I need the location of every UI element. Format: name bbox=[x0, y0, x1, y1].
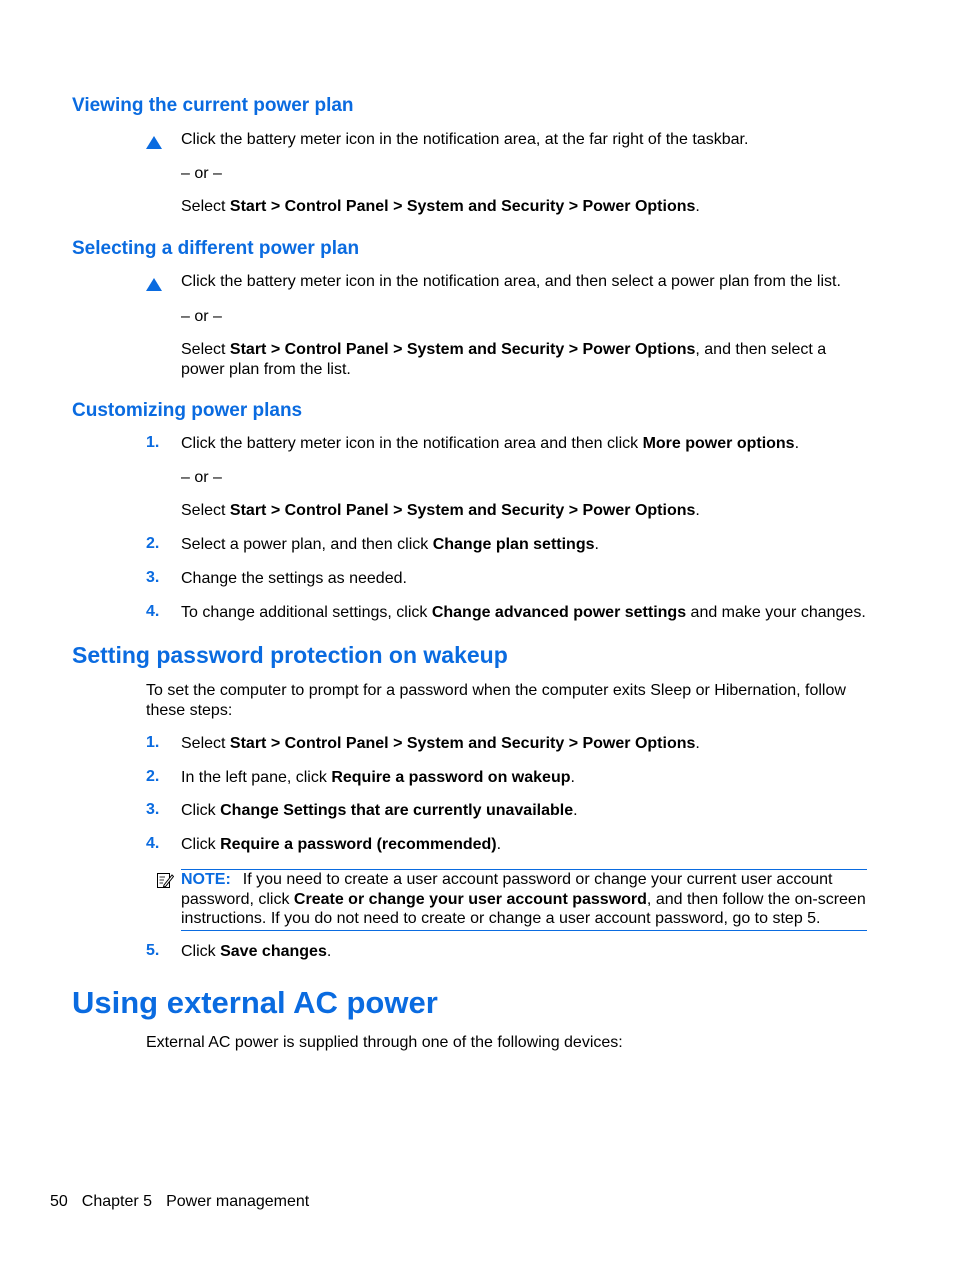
page-footer bbox=[50, 1193, 323, 1211]
text: . bbox=[594, 536, 599, 553]
text: . bbox=[496, 836, 502, 853]
step-number: 1. bbox=[146, 734, 160, 751]
paragraph: To set the computer to prompt for a password when the computer exits Sleep or Hibernation, follow these steps: bbox=[146, 682, 846, 719]
menu-path: Start > Control Panel > System and Security > Power Options bbox=[229, 341, 696, 358]
note-label: NOTE: bbox=[181, 871, 231, 888]
ui-label: Create or change your user account password bbox=[293, 890, 647, 908]
text: Select bbox=[181, 735, 230, 752]
text: , and then follow the on-screen instructions. If you do not need to create or change a user account password, go to step 5. bbox=[181, 890, 866, 927]
list-item bbox=[181, 942, 871, 962]
list-item bbox=[181, 603, 871, 623]
note-pencil-icon bbox=[156, 871, 174, 889]
list-item bbox=[181, 434, 871, 454]
list-item bbox=[181, 734, 871, 754]
text: Change the settings as needed. bbox=[181, 570, 407, 587]
list-item bbox=[181, 835, 871, 855]
menu-path: Start > Control Panel > System and Security > Power Options bbox=[229, 198, 696, 215]
paragraph bbox=[181, 501, 871, 521]
chapter-title: Power management bbox=[166, 1193, 310, 1210]
ui-label: Save changes bbox=[220, 943, 327, 960]
step-number: 4. bbox=[146, 835, 160, 852]
text: . bbox=[570, 769, 575, 786]
step-number: 5. bbox=[146, 942, 160, 959]
bullet-triangle-icon bbox=[146, 136, 162, 149]
list-item bbox=[181, 768, 871, 788]
text: . bbox=[695, 502, 700, 519]
step-number: 4. bbox=[146, 603, 160, 620]
ui-label: More power options bbox=[642, 435, 795, 452]
text: Click bbox=[181, 836, 221, 853]
step-number: 2. bbox=[146, 535, 160, 552]
heading-selecting-power-plan: Selecting a different power plan bbox=[72, 238, 360, 259]
text: . bbox=[326, 943, 332, 960]
bullet-triangle-icon bbox=[146, 278, 162, 291]
text: To change additional settings, click bbox=[181, 604, 432, 621]
text: Select a power plan, and then click bbox=[181, 536, 433, 553]
paragraph: External AC power is supplied through one of the following devices: bbox=[146, 1034, 623, 1051]
list-item bbox=[181, 569, 871, 589]
paragraph bbox=[181, 197, 871, 217]
text: . bbox=[794, 435, 800, 452]
text: If you need to create a user account password or change your current user account password, click bbox=[181, 871, 833, 908]
step-number: 1. bbox=[146, 434, 160, 451]
text: Click the battery meter icon in the notification area and then click bbox=[181, 435, 643, 452]
step-number: 2. bbox=[146, 768, 160, 785]
ui-label: Require a password on wakeup bbox=[331, 769, 571, 786]
text: Select bbox=[181, 502, 230, 519]
paragraph: Click the battery meter icon in the notification area, and then select a power plan from the list. bbox=[181, 273, 841, 290]
chapter-number: Chapter 5 bbox=[81, 1193, 153, 1210]
heading-customizing-power-plans: Customizing power plans bbox=[72, 400, 303, 421]
paragraph: Click the battery meter icon in the notification area, at the far right of the taskbar. bbox=[181, 131, 749, 148]
paragraph bbox=[181, 340, 871, 379]
or-separator: – or – bbox=[181, 469, 222, 486]
ui-label: Change Settings that are currently unavailable bbox=[220, 802, 574, 819]
text: . bbox=[695, 735, 700, 752]
or-separator: – or – bbox=[181, 308, 222, 325]
list-item bbox=[181, 801, 871, 821]
text: , and then select a power plan from the list. bbox=[181, 341, 827, 378]
ui-label: Change advanced power settings bbox=[431, 604, 687, 621]
menu-path: Start > Control Panel > System and Security > Power Options bbox=[229, 735, 696, 752]
or-separator: – or – bbox=[181, 165, 222, 182]
text: Select bbox=[181, 198, 230, 215]
text: Click bbox=[181, 943, 221, 960]
heading-external-ac-power: Using external AC power bbox=[72, 985, 438, 1020]
page-number: 50 bbox=[50, 1193, 68, 1210]
heading-password-protection: Setting password protection on wakeup bbox=[72, 642, 508, 668]
text: . bbox=[695, 198, 700, 215]
ui-label: Change plan settings bbox=[432, 536, 595, 553]
ui-label: Require a password (recommended) bbox=[220, 836, 497, 853]
text: In the left pane, click bbox=[181, 769, 332, 786]
list-item bbox=[181, 535, 871, 555]
step-number: 3. bbox=[146, 801, 160, 818]
menu-path: Start > Control Panel > System and Security > Power Options bbox=[229, 502, 696, 519]
text: . bbox=[573, 802, 578, 819]
text: Select bbox=[181, 341, 230, 358]
heading-viewing-power-plan: Viewing the current power plan bbox=[72, 95, 354, 116]
text: Click bbox=[181, 802, 221, 819]
text: and make your changes. bbox=[686, 604, 866, 621]
note-box bbox=[181, 869, 867, 931]
step-number: 3. bbox=[146, 569, 160, 586]
